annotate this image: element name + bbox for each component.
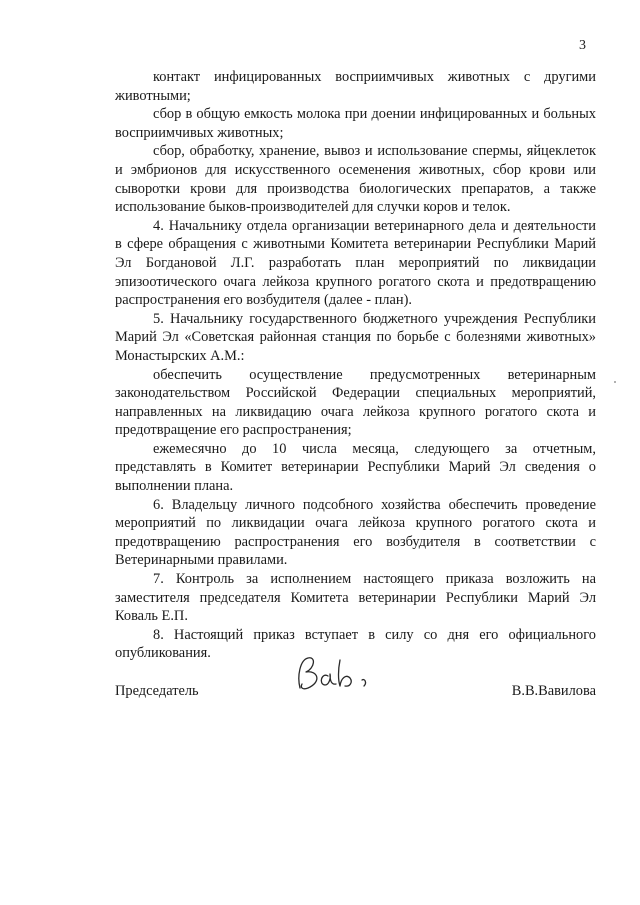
paragraph: 5. Начальнику государственного бюджетного учреждения Республики Марий Эл «Советская районная станция по борьбе с болезнями животных» Монастырских А.М.: xyxy=(115,310,596,364)
signatory-name: В.В.Вавилова xyxy=(511,683,596,699)
signature-block xyxy=(115,680,596,710)
document-body xyxy=(115,68,596,663)
paragraph: 8. Настоящий приказ вступает в силу со дня его официального опубликования. xyxy=(115,626,596,662)
signatory-title: Председатель xyxy=(115,683,199,699)
page-number: 3 xyxy=(579,38,586,53)
handwritten-signature xyxy=(288,650,378,700)
paragraph: 6. Владельцу личного подсобного хозяйства обеспечить проведение мероприятий по ликвидации очага лейкоза крупного рогатого скота и предотвращению распространения его возбудителя в соответствии с Ветеринарными правилами. xyxy=(115,496,596,569)
paragraph: обеспечить осуществление предусмотренных ветеринарным законодательством Российской Федерации специальных мероприятий, направленных на ликвидацию очага лейкоза крупного рогатого скота и предотвращение его распространения; xyxy=(115,366,596,439)
paragraph: ежемесячно до 10 числа месяца, следующего за отчетным, представлять в Комитет ветеринарии Республики Марий Эл сведения о выполнении плана. xyxy=(115,440,596,495)
paragraph: контакт инфицированных восприимчивых животных с другими животными; xyxy=(115,69,596,104)
paragraph: 4. Начальнику отдела организации ветеринарного дела и деятельности в сфере обращения с животными Комитета ветеринарии Республики Марий Эл Богдановой Л.Г. разработать план мероприятий по ликвидации эпизоотического очага лейкоза крупного рогатого скота и предотвращению распространения его возбудителя (далее - план). xyxy=(115,217,596,309)
paragraph: сбор в общую емкость молока при доении инфицированных и больных восприимчивых животных; xyxy=(115,106,596,141)
paragraph: 7. Контроль за исполнением настоящего приказа возложить на заместителя председателя Комитета ветеринарии Республики Марий Эл Коваль Е.П. xyxy=(115,571,596,625)
paragraph: сбор, обработку, хранение, вывоз и использование спермы, яйцеклеток и эмбрионов для искусственного осеменения животных, сбор крови или сыворотки крови для производства биологических препаратов, а также использование быков-производителей для случки коров и телок. xyxy=(115,143,596,216)
scan-artifact xyxy=(614,381,616,383)
